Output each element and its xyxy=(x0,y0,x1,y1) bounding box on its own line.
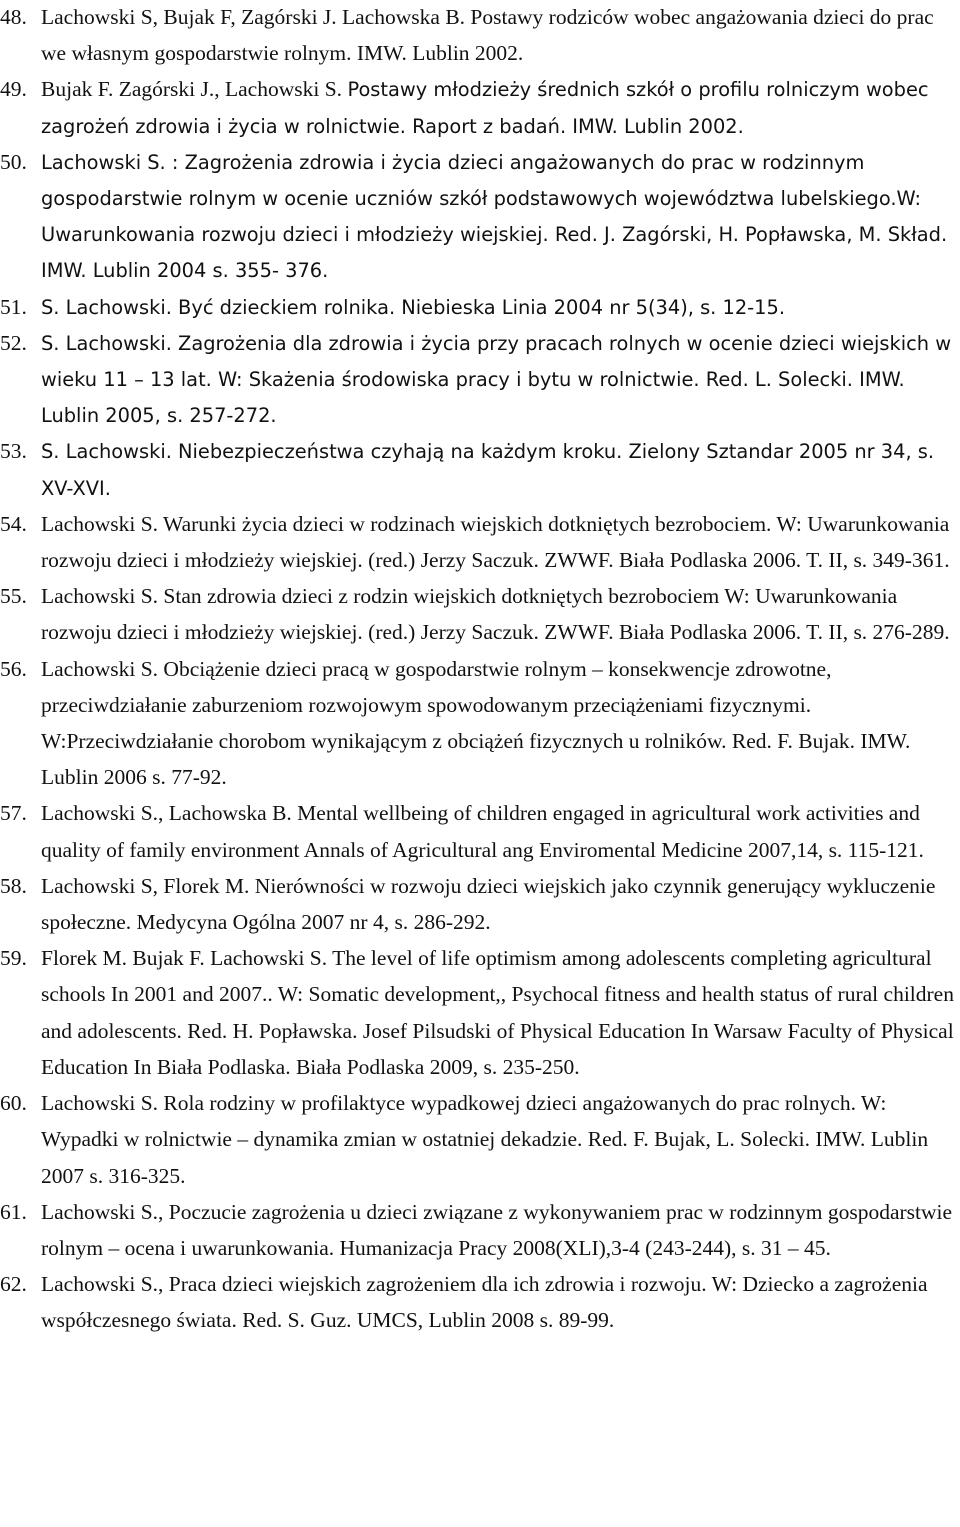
reference-text-segment: S. Lachowski. Niebezpieczeństwa czyhają na każdym kroku. Zielony Sztandar 2005 nr 34, s. XV-XVI. xyxy=(41,440,935,500)
reference-text-segment: Lachowski S. Warunki życia dzieci w rodzinach wiejskich dotkniętych bezrobociem. W: Uwarunkowania rozwoju dzieci i młodzieży wiejskiej. (red.) Jerzy Saczuk. ZWWF. Biała Podlaska 2006. T. II, s. 349-361. xyxy=(41,511,950,573)
reference-number: 54. xyxy=(0,511,27,536)
reference-text xyxy=(41,507,960,579)
reference-text xyxy=(41,72,960,144)
reference-number: 50. xyxy=(0,149,27,174)
reference-item xyxy=(0,1195,960,1267)
reference-text-segment: Florek M. Bujak F. Lachowski S. The level of life optimism among adolescents completing agricultural schools In 2001 and 2007.. W: Somatic development,, Psychocal fitness and health status of rural children and adolescents. Red. H. Popławska. Josef Pilsudski of Physical Education In Warsaw Faculty of Physical Education In Biała Podlaska. Biała Podlaska 2009, s. 235-250. xyxy=(41,946,954,1079)
reference-text-segment: S. Lachowski. Być dzieckiem rolnika. Niebieska Linia 2004 nr 5(34), s. 12-15. xyxy=(41,295,786,319)
reference-text-segment: Bujak F. Zagórski J., Lachowski S. xyxy=(41,77,348,102)
reference-text xyxy=(41,434,960,506)
reference-text xyxy=(41,326,960,435)
reference-text-segment: Lachowski S. Obciążenie dzieci pracą w gospodarstwie rolnym – konsekwencje zdrowotne, przeciwdziałanie zaburzeniom rozwojowym spowodowanym przeciążeniami fizycznymi. W:Przeciwdziałanie chorobom wynikającym z obciążeń fizycznych u rolników. Red. F. Bujak. IMW. Lublin 2006 s. 77-92. xyxy=(41,656,911,790)
reference-number: 49. xyxy=(0,77,27,102)
reference-number: 58. xyxy=(0,873,27,898)
reference-item xyxy=(0,1267,960,1339)
reference-text xyxy=(41,1195,960,1267)
reference-text-segment: Lachowski S., Lachowska B. Mental wellbeing of children engaged in agricultural work activities and quality of family environment Annals of Agricultural ang Enviromental Medicine 2007,14, s. 115-121. xyxy=(41,801,924,862)
reference-number: 55. xyxy=(0,584,27,609)
reference-text-segment: Lachowski S., Poczucie zagrożenia u dzieci związane z wykonywaniem prac w rodzinnym gospodarstwie rolnym – ocena i uwarunkowania. Humanizacja Pracy 2008(XLI),3-4 (243-244), s. 31 – 45. xyxy=(41,1199,953,1260)
reference-item xyxy=(0,941,960,1086)
reference-text-segment: Lachowski S. Stan zdrowia dzieci z rodzin wiejskich dotkniętych bezrobociem W: Uwarunkowania rozwoju dzieci i młodzieży wiejskiej. (red.) Jerzy Saczuk. ZWWF. Biała Podlaska 2006. T. II, s. 276-289. xyxy=(41,584,950,645)
reference-text xyxy=(41,579,960,651)
reference-text-segment: S. Lachowski. Zagrożenia dla zdrowia i życia przy pracach rolnych w ocenie dzieci wiejskich w wieku 11 – 13 lat. W: Skażenia środowiska pracy i bytu w rolnictwie. Red. L. Solecki. IMW. Lublin 2005, s. 257-272. xyxy=(41,331,952,428)
reference-text-segment: Postawy młodzieży średnich szkół o profilu rolniczym wobec zagrożeń zdrowia i życia w rolnictwie. Raport z badań. IMW. Lublin 2002. xyxy=(41,78,929,138)
reference-text xyxy=(41,869,960,941)
reference-number: 53. xyxy=(0,439,27,464)
reference-text xyxy=(41,652,960,797)
reference-number: 60. xyxy=(0,1091,27,1116)
reference-number: 62. xyxy=(0,1272,27,1297)
reference-item xyxy=(0,72,960,144)
reference-text-segment: Lachowski S, Florek M. Nierówności w rozwoju dzieci wiejskich jako czynnik generujący wykluczenie społeczne. Medycyna Ogólna 2007 nr 4, s. 286-292. xyxy=(41,873,936,935)
reference-item xyxy=(0,290,960,326)
reference-text xyxy=(41,0,960,72)
reference-text xyxy=(41,1267,960,1339)
reference-text-segment: Lachowski S. : Zagrożenia zdrowia i życia dzieci angażowanych do prac w rodzinnym gospodarstwie rolnym w ocenie uczniów szkół podstawowych województwa lubelskiego.W: Uwarunkowania rozwoju dzieci i młodzieży wiejskiej. Red. J. Zagórski, H. Popławska, M. Skład. IMW. Lublin 2004 s. 355- 376. xyxy=(41,150,948,283)
reference-text-segment: Lachowski S, Bujak F, Zagórski J. Lachowska B. Postawy rodziców wobec angażowania dzieci do prac we własnym gospodarstwie rolnym. IMW. Lublin 2002. xyxy=(41,5,934,66)
reference-text-segment: Lachowski S. Rola rodziny w profilaktyce wypadkowej dzieci angażowanych do prac rolnych. W: Wypadki w rolnictwie – dynamika zmian w ostatniej dekadzie. Red. F. Bujak, L. Solecki. IMW. Lublin 2007 s. 316-325. xyxy=(41,1091,929,1188)
reference-item xyxy=(0,652,960,797)
reference-number: 59. xyxy=(0,946,27,971)
reference-number: 52. xyxy=(0,330,27,355)
reference-text xyxy=(41,796,960,868)
reference-text-segment: Lachowski S., Praca dzieci wiejskich zagrożeniem dla ich zdrowia i rozwoju. W: Dziecko a zagrożenia współczesnego świata. Red. S. Guz. UMCS, Lublin 2008 s. 89-99. xyxy=(41,1272,928,1333)
reference-text xyxy=(41,145,960,290)
reference-item xyxy=(0,145,960,290)
reference-number: 48. xyxy=(0,5,27,29)
reference-item xyxy=(0,1086,960,1195)
reference-item xyxy=(0,796,960,868)
reference-item xyxy=(0,326,960,435)
reference-item xyxy=(0,869,960,941)
reference-text xyxy=(41,1086,960,1195)
reference-text xyxy=(41,941,960,1086)
reference-number: 56. xyxy=(0,656,27,681)
reference-text xyxy=(41,290,960,326)
reference-number: 51. xyxy=(0,294,27,319)
reference-number: 57. xyxy=(0,801,27,826)
reference-item xyxy=(0,579,960,651)
reference-item xyxy=(0,434,960,506)
reference-item xyxy=(0,507,960,579)
reference-number: 61. xyxy=(0,1199,27,1224)
reference-item xyxy=(0,0,960,72)
